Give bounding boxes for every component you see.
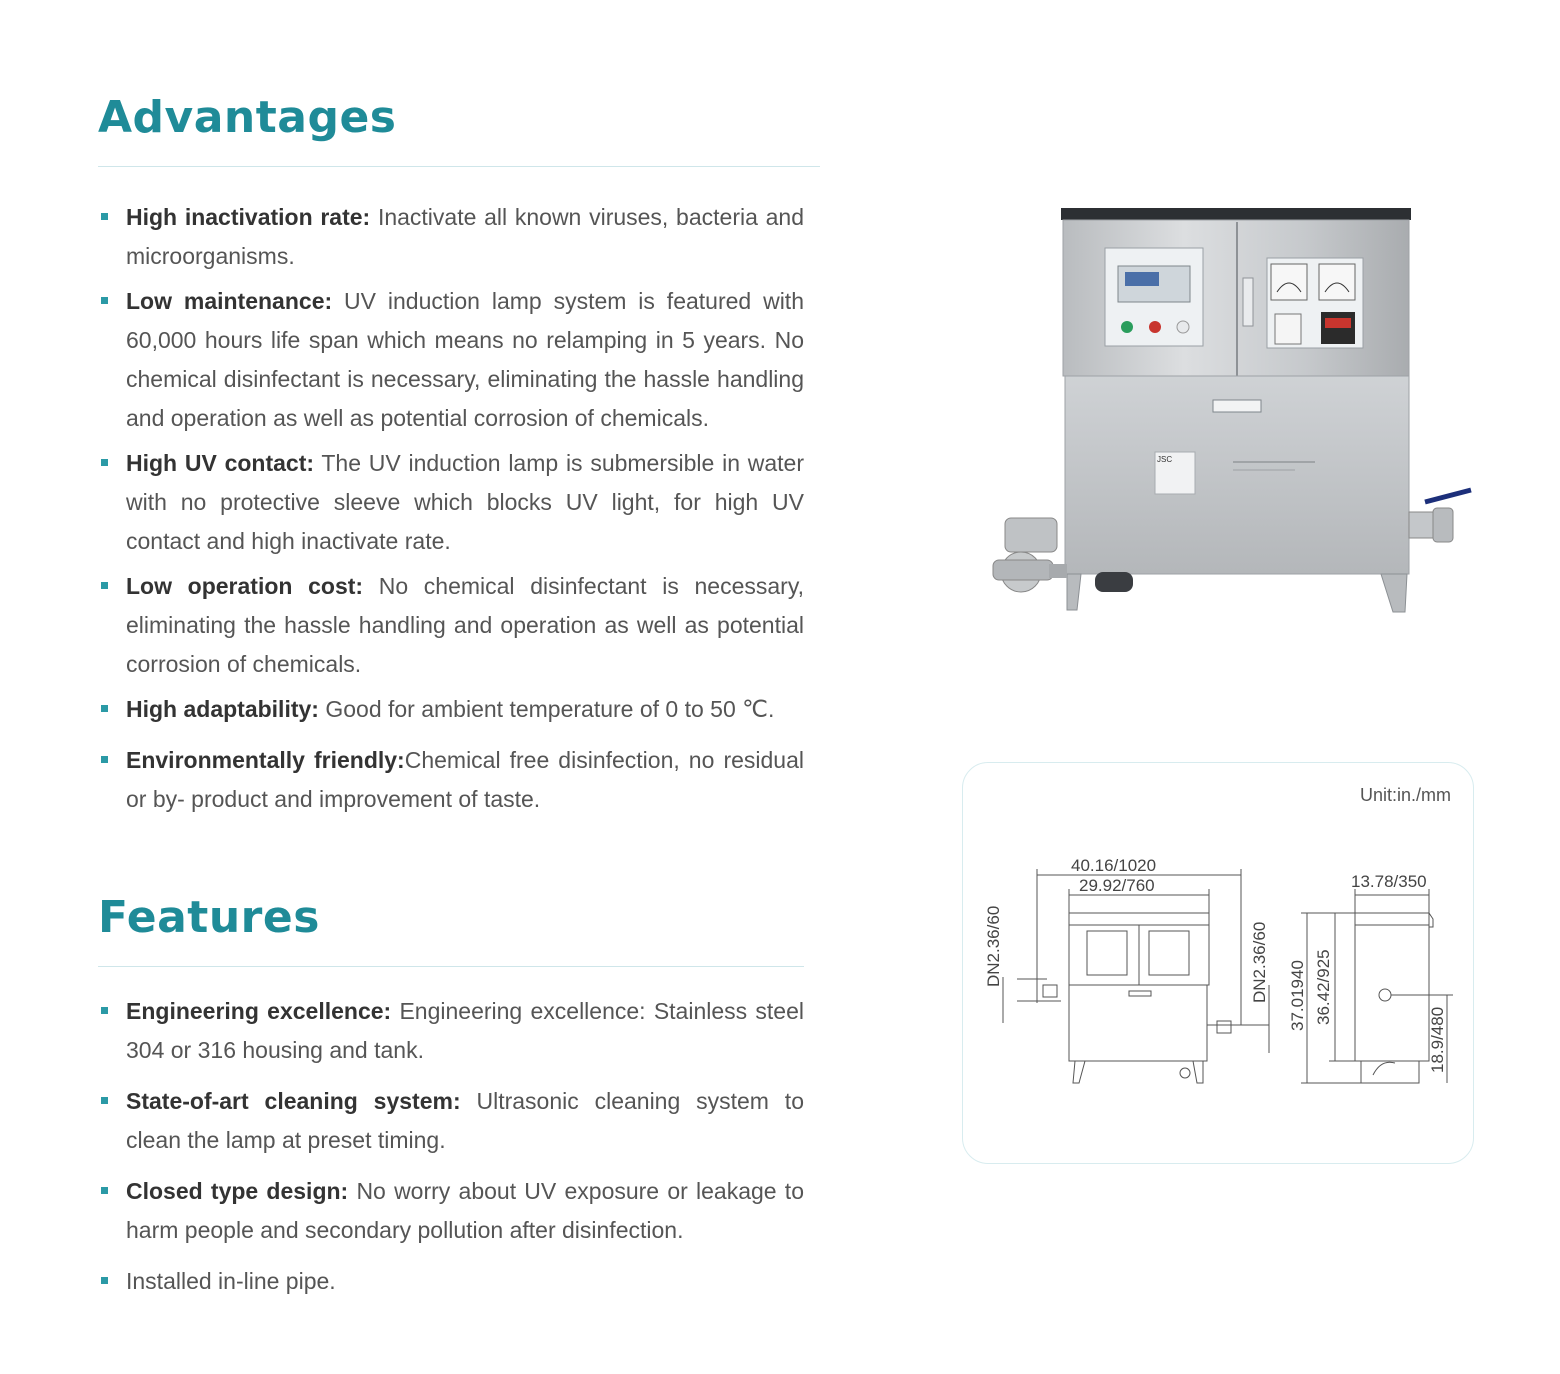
advantages-heading: Advantages <box>98 92 397 143</box>
dimension-drawing <box>963 763 1473 1163</box>
bullet-icon <box>101 1097 108 1104</box>
item-text: UV induction lamp system is featured with 60,000 hours life span which means no relamping in 5 years. No chemical disinfectant is necessary, eliminating the hassle handling and operation as well as potential corrosion of chemicals. <box>126 288 804 431</box>
item-text: Chemical free disinfection, no residual or by- product and improvement of taste. <box>126 747 804 812</box>
machine-logo-text: JSC <box>1157 455 1173 464</box>
outlet-label: DN2.36/60 <box>1250 921 1269 1003</box>
item-text: Installed in-line pipe. <box>126 1268 336 1294</box>
bullet-icon <box>101 582 108 589</box>
item-text: No worry about UV exposure or leakage to harm people and secondary pollution after disinfection. <box>126 1178 804 1243</box>
bullet-icon <box>101 756 108 763</box>
bullet-icon <box>101 213 108 220</box>
list-item <box>98 1262 804 1301</box>
inlet-label: DN2.36/60 <box>984 905 1003 987</box>
advantages-list <box>98 198 804 825</box>
bullet-icon <box>101 1007 108 1014</box>
item-text: The UV induction lamp is submersible in water with no protective sleeve which blocks UV light, for high UV contact and high inactivate rate. <box>126 450 804 554</box>
total-height-label: 37.01940 <box>1288 960 1307 1031</box>
item-label: Low maintenance: <box>126 288 333 314</box>
item-label: High adaptability: <box>126 696 319 722</box>
bullet-icon <box>101 1277 108 1284</box>
item-label: High inactivation rate: <box>126 204 371 230</box>
list-item <box>98 690 804 729</box>
body-height-label: 36.42/925 <box>1314 949 1333 1025</box>
list-item <box>98 992 804 1070</box>
list-item <box>98 444 804 561</box>
item-label: Environmentally friendly: <box>126 747 405 773</box>
tank-width-label: 29.92/760 <box>1079 876 1155 895</box>
features-divider <box>98 966 804 967</box>
advantages-divider <box>98 166 820 167</box>
list-item <box>98 282 804 438</box>
list-item <box>98 1082 804 1160</box>
item-text: No chemical disinfectant is necessary, eliminating the hassle handling and operation as well as potential corrosion of chemicals. <box>126 573 805 677</box>
item-label: State-of-art cleaning system: <box>126 1088 461 1114</box>
bullet-icon <box>101 1187 108 1194</box>
list-item <box>98 1172 804 1250</box>
outlet-height-label: 18.9/480 <box>1428 1006 1447 1073</box>
dimension-drawing-card <box>962 762 1474 1164</box>
item-text: Ultrasonic cleaning system to clean the lamp at preset timing. <box>126 1088 804 1153</box>
item-label: Low operation cost: <box>126 573 364 599</box>
bullet-icon <box>101 705 108 712</box>
bullet-icon <box>101 297 108 304</box>
item-text: Good for ambient temperature of 0 to 50 ℃. <box>318 696 775 722</box>
list-item <box>98 741 804 819</box>
features-heading: Features <box>98 892 320 943</box>
item-text: Engineering excellence: Stainless steel 304 or 316 housing and tank. <box>126 998 804 1063</box>
item-label: Closed type design: <box>126 1178 349 1204</box>
overall-width-label: 40.16/1020 <box>1071 856 1157 875</box>
item-label: Engineering excellence: <box>126 998 392 1024</box>
unit-label: Unit:in./mm <box>1359 785 1451 805</box>
bullet-icon <box>101 459 108 466</box>
item-label: High UV contact: <box>126 450 315 476</box>
uv-disinfection-unit-image <box>985 200 1485 620</box>
depth-label: 13.78/350 <box>1351 872 1427 891</box>
item-text: Inactivate all known viruses, bacteria and microorganisms. <box>126 204 804 269</box>
features-list <box>98 992 804 1307</box>
list-item <box>98 567 804 684</box>
list-item <box>98 198 804 276</box>
